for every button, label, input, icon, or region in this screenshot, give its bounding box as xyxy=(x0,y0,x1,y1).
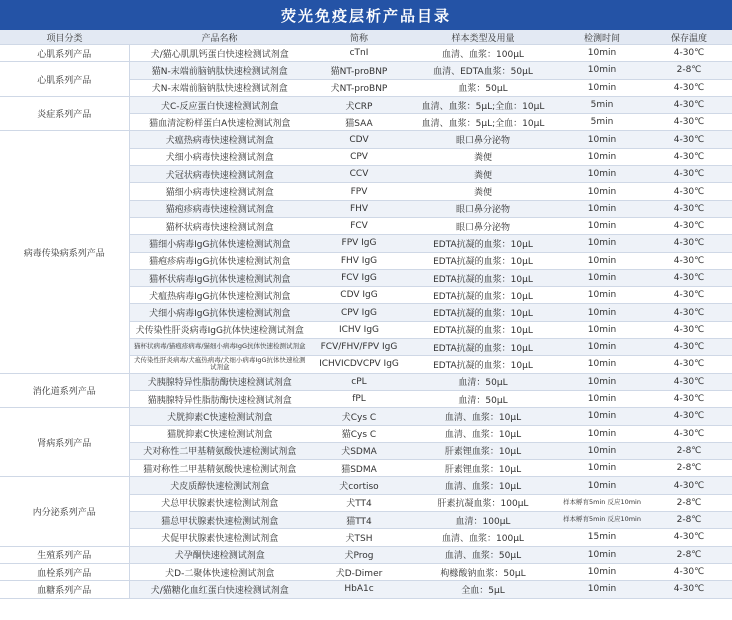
product-name-cell: 犬细小病毒IgG抗体快速检测试剂盒 xyxy=(129,304,310,321)
abbreviation-cell: FPV xyxy=(310,183,408,200)
header-abbreviation: 简称 xyxy=(310,30,408,45)
product-name-cell: 猫胱抑素C快速检测试剂盒 xyxy=(129,425,310,442)
category-cell: 生殖系列产品 xyxy=(0,546,129,563)
test-time-cell: 10min xyxy=(558,321,646,338)
test-time-cell: 10min xyxy=(558,460,646,477)
header-category: 项目分类 xyxy=(0,30,129,45)
storage-temp-cell: 4-30℃ xyxy=(646,96,732,113)
table-row xyxy=(0,581,732,598)
storage-temp-cell: 4-30℃ xyxy=(646,235,732,252)
storage-temp-cell: 4-30℃ xyxy=(646,166,732,183)
table-row xyxy=(0,563,732,580)
sample-type-cell: 血清：50μL xyxy=(408,390,558,407)
storage-temp-cell: 4-30℃ xyxy=(646,529,732,546)
header-sample-type: 样本类型及用量 xyxy=(408,30,558,45)
storage-temp-cell: 4-30℃ xyxy=(646,131,732,148)
test-time-cell: 10min xyxy=(558,477,646,494)
product-name-cell: 猫杯状病毒IgG抗体快速检测试剂盒 xyxy=(129,269,310,286)
sample-type-cell: 血清、血浆：10μL xyxy=(408,425,558,442)
test-time-cell: 10min xyxy=(558,339,646,356)
storage-temp-cell: 4-30℃ xyxy=(646,79,732,96)
table-row xyxy=(0,45,732,62)
product-name-cell: 犬瘟热病毒快速检测试剂盒 xyxy=(129,131,310,148)
storage-temp-cell: 2-8℃ xyxy=(646,512,732,529)
test-time-cell: 10min xyxy=(558,269,646,286)
abbreviation-cell: 犬Cys C xyxy=(310,408,408,425)
abbreviation-cell: 猫Cys C xyxy=(310,425,408,442)
sample-type-cell: 全血：5μL xyxy=(408,581,558,598)
product-name-cell: 猫血清淀粉样蛋白A快速检测试剂盒 xyxy=(129,114,310,131)
sample-type-cell: EDTA抗凝的血浆：10μL xyxy=(408,321,558,338)
test-time-cell: 5min xyxy=(558,96,646,113)
test-time-cell: 10min xyxy=(558,408,646,425)
sample-type-cell: 眼口鼻分泌物 xyxy=(408,200,558,217)
product-name-cell: 犬皮质醇快速检测试剂盒 xyxy=(129,477,310,494)
product-name-cell: 猫疱疹病毒IgG抗体快速检测试剂盒 xyxy=(129,252,310,269)
test-time-cell: 10min xyxy=(558,200,646,217)
abbreviation-cell: ICHV IgG xyxy=(310,321,408,338)
sample-type-cell: 血清：100μL xyxy=(408,512,558,529)
abbreviation-cell: CPV IgG xyxy=(310,304,408,321)
category-cell: 炎症系列产品 xyxy=(0,96,129,131)
test-time-cell: 10min xyxy=(558,442,646,459)
product-name-cell: 犬/猫糖化血红蛋白快速检测试剂盒 xyxy=(129,581,310,598)
test-time-cell: 15min xyxy=(558,529,646,546)
test-time-cell: 10min xyxy=(558,183,646,200)
test-time-cell: 样本孵育5min 反应10min xyxy=(558,494,646,511)
sample-type-cell: 眼口鼻分泌物 xyxy=(408,131,558,148)
storage-temp-cell: 4-30℃ xyxy=(646,200,732,217)
storage-temp-cell: 2-8℃ xyxy=(646,546,732,563)
test-time-cell: 10min xyxy=(558,425,646,442)
sample-type-cell: 血清、血浆：5μL;全血：10μL xyxy=(408,114,558,131)
abbreviation-cell: 犬D-Dimer xyxy=(310,563,408,580)
header-storage-temp: 保存温度 xyxy=(646,30,732,45)
abbreviation-cell: FHV xyxy=(310,200,408,217)
product-name-cell: 猫疱疹病毒快速检测试剂盒 xyxy=(129,200,310,217)
storage-temp-cell: 2-8℃ xyxy=(646,442,732,459)
product-name-cell: 犬胰腺特异性脂肪酶快速检测试剂盒 xyxy=(129,373,310,390)
abbreviation-cell: 犬NT-proBNP xyxy=(310,79,408,96)
abbreviation-cell: 犬SDMA xyxy=(310,442,408,459)
product-name-cell: 犬瘟热病毒IgG抗体快速检测试剂盒 xyxy=(129,287,310,304)
sample-type-cell: 血清、血浆：10μL xyxy=(408,477,558,494)
table-row xyxy=(0,62,732,79)
category-cell: 病毒传染病系列产品 xyxy=(0,131,129,373)
test-time-cell: 10min xyxy=(558,62,646,79)
catalog-title: 荧光免疫层析产品目录 xyxy=(0,0,732,30)
test-time-cell: 10min xyxy=(558,563,646,580)
sample-type-cell: 粪便 xyxy=(408,183,558,200)
sample-type-cell: 血清、血浆：50μL xyxy=(408,546,558,563)
product-name-cell: 犬孕酮快速检测试剂盒 xyxy=(129,546,310,563)
storage-temp-cell: 4-30℃ xyxy=(646,477,732,494)
storage-temp-cell: 4-30℃ xyxy=(646,425,732,442)
category-cell: 肾病系列产品 xyxy=(0,408,129,477)
test-time-cell: 10min xyxy=(558,235,646,252)
sample-type-cell: 血清、血浆：5μL;全血：10μL xyxy=(408,96,558,113)
sample-type-cell: 肝素锂血浆：10μL xyxy=(408,442,558,459)
abbreviation-cell: CCV xyxy=(310,166,408,183)
storage-temp-cell: 4-30℃ xyxy=(646,148,732,165)
sample-type-cell: 枸橼酸钠血浆：50μL xyxy=(408,563,558,580)
storage-temp-cell: 4-30℃ xyxy=(646,581,732,598)
sample-type-cell: EDTA抗凝的血浆：10μL xyxy=(408,356,558,373)
storage-temp-cell: 2-8℃ xyxy=(646,62,732,79)
sample-type-cell: 血清：50μL xyxy=(408,373,558,390)
storage-temp-cell: 4-30℃ xyxy=(646,304,732,321)
abbreviation-cell: 猫TT4 xyxy=(310,512,408,529)
product-name-cell: 犬N-末端前脑钠肽快速检测试剂盒 xyxy=(129,79,310,96)
product-name-cell: 猫细小病毒快速检测试剂盒 xyxy=(129,183,310,200)
abbreviation-cell: FPV IgG xyxy=(310,235,408,252)
abbreviation-cell: CDV xyxy=(310,131,408,148)
product-name-cell: 犬/猫心肌肌钙蛋白快速检测试剂盒 xyxy=(129,45,310,62)
abbreviation-cell: CPV xyxy=(310,148,408,165)
sample-type-cell: 血清、血浆：10μL xyxy=(408,408,558,425)
storage-temp-cell: 4-30℃ xyxy=(646,563,732,580)
test-time-cell: 10min xyxy=(558,356,646,373)
abbreviation-cell: ICHVICDVCPV IgG xyxy=(310,356,408,373)
test-time-cell: 10min xyxy=(558,148,646,165)
storage-temp-cell: 2-8℃ xyxy=(646,494,732,511)
abbreviation-cell: fPL xyxy=(310,390,408,407)
table-row xyxy=(0,477,732,494)
category-cell: 血栓系列产品 xyxy=(0,563,129,580)
test-time-cell: 10min xyxy=(558,166,646,183)
product-name-cell: 犬细小病毒快速检测试剂盒 xyxy=(129,148,310,165)
test-time-cell: 10min xyxy=(558,45,646,62)
sample-type-cell: 眼口鼻分泌物 xyxy=(408,217,558,234)
table-row xyxy=(0,373,732,390)
test-time-cell: 10min xyxy=(558,217,646,234)
product-name-cell: 猫杯状病毒/猫疱疹病毒/猫细小病毒IgG抗体快速检测试剂盒 xyxy=(129,339,310,356)
sample-type-cell: EDTA抗凝的血浆：10μL xyxy=(408,304,558,321)
table-row xyxy=(0,546,732,563)
category-cell: 内分泌系列产品 xyxy=(0,477,129,546)
sample-type-cell: 粪便 xyxy=(408,166,558,183)
product-name-cell: 犬冠状病毒快速检测试剂盒 xyxy=(129,166,310,183)
header-product-name: 产品名称 xyxy=(129,30,310,45)
test-time-cell: 样本孵育5min 反应10min xyxy=(558,512,646,529)
abbreviation-cell: 猫SAA xyxy=(310,114,408,131)
storage-temp-cell: 4-30℃ xyxy=(646,287,732,304)
product-name-cell: 犬促甲状腺素快速检测试剂盒 xyxy=(129,529,310,546)
abbreviation-cell: 猫NT-proBNP xyxy=(310,62,408,79)
product-name-cell: 猫总甲状腺素快速检测试剂盒 xyxy=(129,512,310,529)
storage-temp-cell: 4-30℃ xyxy=(646,373,732,390)
abbreviation-cell: FCV xyxy=(310,217,408,234)
abbreviation-cell: 犬CRP xyxy=(310,96,408,113)
product-name-cell: 犬胱抑素C快速检测试剂盒 xyxy=(129,408,310,425)
sample-type-cell: 血清、血浆：100μL xyxy=(408,45,558,62)
abbreviation-cell: 猫SDMA xyxy=(310,460,408,477)
sample-type-cell: 血清、血浆：100μL xyxy=(408,529,558,546)
test-time-cell: 10min xyxy=(558,252,646,269)
header-test-time: 检测时间 xyxy=(558,30,646,45)
test-time-cell: 10min xyxy=(558,373,646,390)
table-body xyxy=(0,45,732,599)
storage-temp-cell: 2-8℃ xyxy=(646,460,732,477)
storage-temp-cell: 4-30℃ xyxy=(646,269,732,286)
sample-type-cell: 血浆：50μL xyxy=(408,79,558,96)
product-name-cell: 犬对称性二甲基精氨酸快速检测试剂盒 xyxy=(129,442,310,459)
storage-temp-cell: 4-30℃ xyxy=(646,390,732,407)
test-time-cell: 10min xyxy=(558,287,646,304)
product-name-cell: 犬总甲状腺素快速检测试剂盒 xyxy=(129,494,310,511)
test-time-cell: 10min xyxy=(558,546,646,563)
product-name-cell: 猫细小病毒IgG抗体快速检测试剂盒 xyxy=(129,235,310,252)
storage-temp-cell: 4-30℃ xyxy=(646,114,732,131)
product-name-cell: 猫杯状病毒快速检测试剂盒 xyxy=(129,217,310,234)
product-table xyxy=(0,30,732,599)
product-name-cell: 猫对称性二甲基精氨酸快速检测试剂盒 xyxy=(129,460,310,477)
abbreviation-cell: FCV/FHV/FPV IgG xyxy=(310,339,408,356)
sample-type-cell: 肝素抗凝血浆：100μL xyxy=(408,494,558,511)
product-name-cell: 犬D-二聚体快速检测试剂盒 xyxy=(129,563,310,580)
product-name-cell: 犬传染性肝炎病毒IgG抗体快速检测试剂盒 xyxy=(129,321,310,338)
storage-temp-cell: 4-30℃ xyxy=(646,321,732,338)
test-time-cell: 10min xyxy=(558,131,646,148)
product-name-cell: 犬C-反应蛋白快速检测试剂盒 xyxy=(129,96,310,113)
table-row xyxy=(0,96,732,113)
abbreviation-cell: CDV IgG xyxy=(310,287,408,304)
table-row xyxy=(0,408,732,425)
category-cell: 心肌系列产品 xyxy=(0,45,129,62)
storage-temp-cell: 4-30℃ xyxy=(646,339,732,356)
sample-type-cell: EDTA抗凝的血浆：10μL xyxy=(408,339,558,356)
test-time-cell: 10min xyxy=(558,581,646,598)
product-name-cell: 犬传染性肝炎病毒/犬瘟热病毒/犬细小病毒IgG抗体快速检测试剂盒 xyxy=(129,356,310,373)
product-name-cell: 猫N-末端前脑钠肽快速检测试剂盒 xyxy=(129,62,310,79)
storage-temp-cell: 4-30℃ xyxy=(646,45,732,62)
abbreviation-cell: cTnI xyxy=(310,45,408,62)
sample-type-cell: EDTA抗凝的血浆：10μL xyxy=(408,252,558,269)
sample-type-cell: 粪便 xyxy=(408,148,558,165)
category-cell: 消化道系列产品 xyxy=(0,373,129,408)
abbreviation-cell: FCV IgG xyxy=(310,269,408,286)
storage-temp-cell: 4-30℃ xyxy=(646,252,732,269)
storage-temp-cell: 4-30℃ xyxy=(646,217,732,234)
test-time-cell: 10min xyxy=(558,390,646,407)
sample-type-cell: 肝素锂血浆：10μL xyxy=(408,460,558,477)
sample-type-cell: EDTA抗凝的血浆：10μL xyxy=(408,287,558,304)
category-cell: 心肌系列产品 xyxy=(0,62,129,97)
category-cell: 血糖系列产品 xyxy=(0,581,129,598)
product-name-cell: 猫胰腺特异性脂肪酶快速检测试剂盒 xyxy=(129,390,310,407)
table-row xyxy=(0,131,732,148)
test-time-cell: 10min xyxy=(558,79,646,96)
abbreviation-cell: 犬TSH xyxy=(310,529,408,546)
sample-type-cell: EDTA抗凝的血浆：10μL xyxy=(408,269,558,286)
storage-temp-cell: 4-30℃ xyxy=(646,183,732,200)
abbreviation-cell: HbA1c xyxy=(310,581,408,598)
test-time-cell: 10min xyxy=(558,304,646,321)
test-time-cell: 5min xyxy=(558,114,646,131)
table-header-row xyxy=(0,30,732,45)
sample-type-cell: EDTA抗凝的血浆：10μL xyxy=(408,235,558,252)
abbreviation-cell: 犬Prog xyxy=(310,546,408,563)
abbreviation-cell: 犬TT4 xyxy=(310,494,408,511)
abbreviation-cell: FHV IgG xyxy=(310,252,408,269)
storage-temp-cell: 4-30℃ xyxy=(646,408,732,425)
abbreviation-cell: 犬cortiso xyxy=(310,477,408,494)
abbreviation-cell: cPL xyxy=(310,373,408,390)
sample-type-cell: 血清、EDTA血浆：50μL xyxy=(408,62,558,79)
storage-temp-cell: 4-30℃ xyxy=(646,356,732,373)
